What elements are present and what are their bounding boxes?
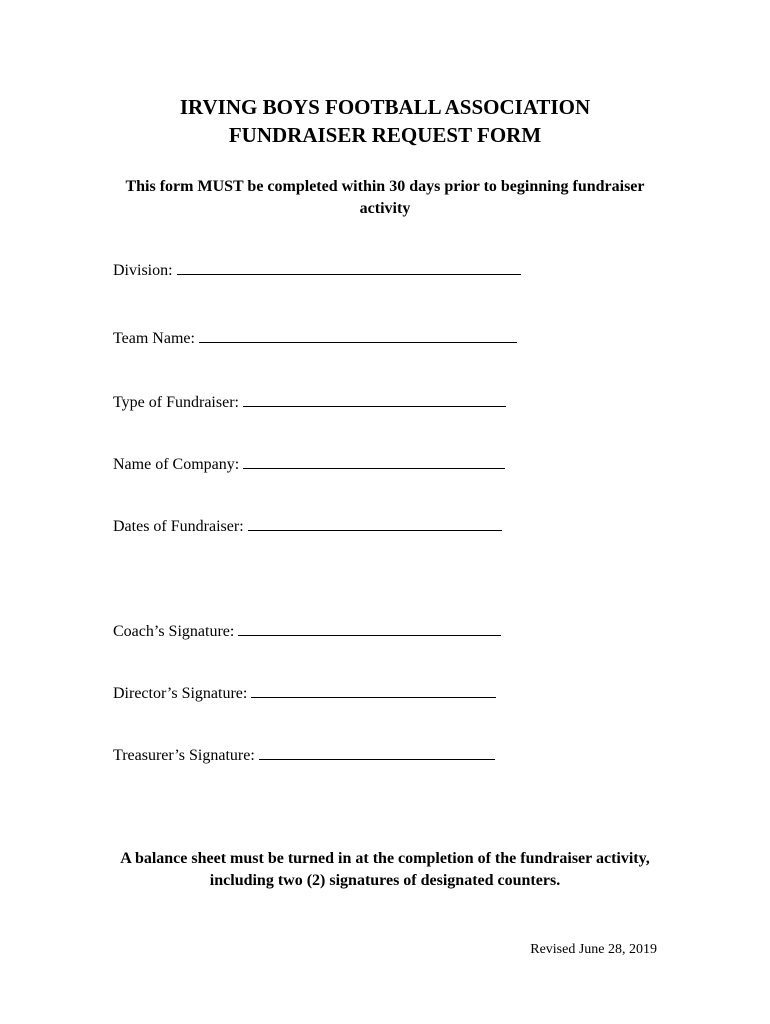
- coach-signature-field: [113, 620, 501, 643]
- dates-of-fundraiser-field: [113, 515, 502, 538]
- name-of-company-field: [113, 453, 505, 476]
- name-of-company-label: Name of Company:: [113, 456, 240, 473]
- team-name-field: [113, 327, 517, 350]
- director-signature-blank-line[interactable]: [251, 682, 496, 698]
- division-blank-line[interactable]: [177, 259, 521, 275]
- coach-signature-blank-line[interactable]: [238, 620, 501, 636]
- treasurer-signature-label: Treasurer’s Signature:: [113, 747, 255, 764]
- coach-signature-label: Coach’s Signature:: [113, 623, 235, 640]
- type-of-fundraiser-label: Type of Fundraiser:: [113, 394, 239, 411]
- team-name-label: Team Name:: [113, 330, 195, 347]
- name-of-company-blank-line[interactable]: [243, 453, 505, 469]
- director-signature-label: Director’s Signature:: [113, 685, 248, 702]
- division-field: [113, 259, 521, 282]
- balance-sheet-note: A balance sheet must be turned in at the completion of the fundraiser activity, including two (2) signatures of designated counters.: [120, 850, 650, 889]
- team-name-blank-line[interactable]: [199, 327, 517, 343]
- treasurer-signature-blank-line[interactable]: [259, 744, 495, 760]
- completion-instruction: This form MUST be completed within 30 days prior to beginning fundraiser activity: [125, 178, 645, 217]
- revision-date: Revised June 28, 2019: [530, 942, 657, 957]
- division-label: Division:: [113, 262, 173, 279]
- type-of-fundraiser-blank-line[interactable]: [243, 391, 506, 407]
- form-title-name: FUNDRAISER REQUEST FORM: [228, 123, 542, 147]
- dates-of-fundraiser-blank-line[interactable]: [248, 515, 502, 531]
- form-title-organization: IRVING BOYS FOOTBALL ASSOCIATION: [179, 95, 591, 119]
- type-of-fundraiser-field: [113, 391, 506, 414]
- treasurer-signature-field: [113, 744, 495, 767]
- dates-of-fundraiser-label: Dates of Fundraiser:: [113, 518, 244, 535]
- director-signature-field: [113, 682, 496, 705]
